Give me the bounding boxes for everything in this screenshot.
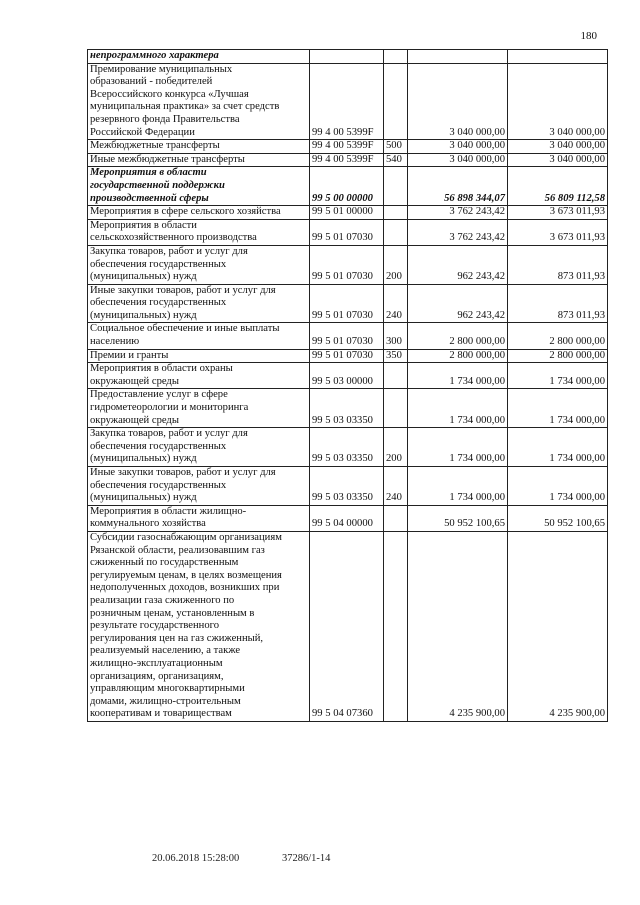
row-sum-2019-cell: 2 800 000,00	[508, 323, 608, 349]
row-name-cell: Межбюджетные трансферты	[88, 140, 310, 154]
table-row	[88, 505, 608, 531]
row-sum-2018-cell: 3 040 000,00	[408, 140, 508, 154]
row-sum-2018-cell: 1 734 000,00	[408, 363, 508, 389]
row-vr-cell	[384, 206, 408, 220]
table-row	[88, 206, 608, 220]
row-name-cell: Иные межбюджетные трансферты	[88, 153, 310, 167]
footer-timestamp: 20.06.2018 15:28:00	[152, 853, 240, 864]
row-name-cell: Премии и гранты	[88, 349, 310, 363]
row-sum-2019-cell: 4 235 900,00	[508, 531, 608, 721]
row-csr-cell	[310, 50, 384, 64]
row-csr-cell: 99 5 01 07030	[310, 323, 384, 349]
row-vr-cell: 500	[384, 140, 408, 154]
row-sum-2018-cell: 50 952 100,65	[408, 505, 508, 531]
row-sum-2019-cell: 3 040 000,00	[508, 140, 608, 154]
row-csr-cell: 99 5 00 00000	[310, 167, 384, 206]
row-name-cell: Мероприятия в области охраны окружающей среды	[88, 363, 310, 389]
row-vr-cell: 540	[384, 153, 408, 167]
row-csr-cell: 99 4 00 5399F	[310, 140, 384, 154]
row-sum-2018-cell: 962 243,42	[408, 284, 508, 323]
row-name-cell: Субсидии газоснабжающим организациям Рязанской области, реализовавшим газ сжиженный по государственным регулируемым ценам, в целях возмещения недополученных доходов, возникших при реализации газа сжиженного по розничным ценам, установленным в результате государственного регулирования цен на газ сжиженный, реализуемый населению, а также жилищно-эксплуатационным организациям, организациям, управляющим многоквартирными домами, жилищно-строительным кооперативам и товариществам	[88, 531, 310, 721]
row-sum-2018-cell: 1 734 000,00	[408, 389, 508, 428]
table-row	[88, 389, 608, 428]
row-sum-2019-cell: 2 800 000,00	[508, 349, 608, 363]
row-vr-cell: 200	[384, 245, 408, 284]
row-sum-2019-cell	[508, 50, 608, 64]
row-sum-2019-cell: 873 011,93	[508, 284, 608, 323]
row-sum-2019-cell: 873 011,93	[508, 245, 608, 284]
row-sum-2018-cell: 2 800 000,00	[408, 323, 508, 349]
row-sum-2019-cell: 56 809 112,58	[508, 167, 608, 206]
row-sum-2018-cell: 1 734 000,00	[408, 467, 508, 506]
row-vr-cell: 350	[384, 349, 408, 363]
row-name-cell: Премирование муниципальных образований - победителей Всероссийского конкурса «Лучшая муниципальная практика» за счет средств резервного фонда Правительства Российской Федерации	[88, 63, 310, 140]
row-sum-2019-cell: 1 734 000,00	[508, 363, 608, 389]
row-sum-2018-cell: 3 762 243,42	[408, 219, 508, 245]
row-sum-2019-cell: 50 952 100,65	[508, 505, 608, 531]
row-sum-2019-cell: 1 734 000,00	[508, 467, 608, 506]
row-csr-cell: 99 4 00 5399F	[310, 153, 384, 167]
table-row	[88, 349, 608, 363]
row-name-cell: Социальное обеспечение и иные выплаты населению	[88, 323, 310, 349]
row-vr-cell: 200	[384, 428, 408, 467]
row-sum-2018-cell: 1 734 000,00	[408, 428, 508, 467]
table-row	[88, 153, 608, 167]
row-sum-2018-cell: 962 243,42	[408, 245, 508, 284]
row-vr-cell: 300	[384, 323, 408, 349]
row-sum-2019-cell: 3 673 011,93	[508, 219, 608, 245]
table-row	[88, 531, 608, 721]
row-csr-cell: 99 5 04 07360	[310, 531, 384, 721]
row-name-cell: Мероприятия в области жилищно- коммунального хозяйства	[88, 505, 310, 531]
row-sum-2018-cell: 2 800 000,00	[408, 349, 508, 363]
table-row	[88, 167, 608, 206]
table-row	[88, 245, 608, 284]
row-sum-2019-cell: 3 040 000,00	[508, 153, 608, 167]
row-csr-cell: 99 5 03 03350	[310, 389, 384, 428]
footer-doc-number: 37286/1-14	[282, 853, 331, 864]
row-name-cell: Мероприятия в области государственной поддержки производственной сферы	[88, 167, 310, 206]
row-csr-cell: 99 5 03 00000	[310, 363, 384, 389]
row-vr-cell	[384, 63, 408, 140]
row-sum-2018-cell: 4 235 900,00	[408, 531, 508, 721]
row-name-cell: Закупка товаров, работ и услуг для обеспечения государственных (муниципальных) нужд	[88, 245, 310, 284]
table-row	[88, 467, 608, 506]
row-vr-cell: 240	[384, 467, 408, 506]
row-vr-cell	[384, 389, 408, 428]
table-row	[88, 323, 608, 349]
row-vr-cell: 240	[384, 284, 408, 323]
row-sum-2019-cell: 3 673 011,93	[508, 206, 608, 220]
page-number: 180	[580, 30, 597, 42]
row-vr-cell	[384, 505, 408, 531]
row-sum-2019-cell: 1 734 000,00	[508, 389, 608, 428]
row-vr-cell	[384, 219, 408, 245]
row-name-cell: Предоставление услуг в сфере гидрометеорологии и мониторинга окружающей среды	[88, 389, 310, 428]
row-sum-2018-cell: 3 762 243,42	[408, 206, 508, 220]
row-sum-2018-cell: 56 898 344,07	[408, 167, 508, 206]
table-row	[88, 63, 608, 140]
row-sum-2019-cell: 1 734 000,00	[508, 428, 608, 467]
row-name-cell: Иные закупки товаров, работ и услуг для обеспечения государственных (муниципальных) нужд	[88, 284, 310, 323]
row-name-cell: непрограммного характера	[88, 50, 310, 64]
row-vr-cell	[384, 531, 408, 721]
row-sum-2018-cell: 3 040 000,00	[408, 153, 508, 167]
row-csr-cell: 99 4 00 5399F	[310, 63, 384, 140]
row-name-cell: Иные закупки товаров, работ и услуг для обеспечения государственных (муниципальных) нужд	[88, 467, 310, 506]
row-vr-cell	[384, 50, 408, 64]
row-csr-cell: 99 5 01 07030	[310, 245, 384, 284]
row-name-cell: Мероприятия в области сельскохозяйственного производства	[88, 219, 310, 245]
table-row	[88, 50, 608, 64]
row-csr-cell: 99 5 03 03350	[310, 467, 384, 506]
table-row	[88, 363, 608, 389]
row-csr-cell: 99 5 04 00000	[310, 505, 384, 531]
row-sum-2018-cell	[408, 50, 508, 64]
row-csr-cell: 99 5 01 00000	[310, 206, 384, 220]
row-name-cell: Закупка товаров, работ и услуг для обеспечения государственных (муниципальных) нужд	[88, 428, 310, 467]
row-vr-cell	[384, 363, 408, 389]
row-csr-cell: 99 5 01 07030	[310, 284, 384, 323]
row-vr-cell	[384, 167, 408, 206]
row-sum-2018-cell: 3 040 000,00	[408, 63, 508, 140]
table-row	[88, 428, 608, 467]
table-row	[88, 219, 608, 245]
budget-table	[87, 49, 608, 722]
budget-table-body	[88, 50, 608, 722]
row-csr-cell: 99 5 01 07030	[310, 349, 384, 363]
row-csr-cell: 99 5 03 03350	[310, 428, 384, 467]
row-name-cell: Мероприятия в сфере сельского хозяйства	[88, 206, 310, 220]
table-row	[88, 284, 608, 323]
row-sum-2019-cell: 3 040 000,00	[508, 63, 608, 140]
row-csr-cell: 99 5 01 07030	[310, 219, 384, 245]
table-row	[88, 140, 608, 154]
